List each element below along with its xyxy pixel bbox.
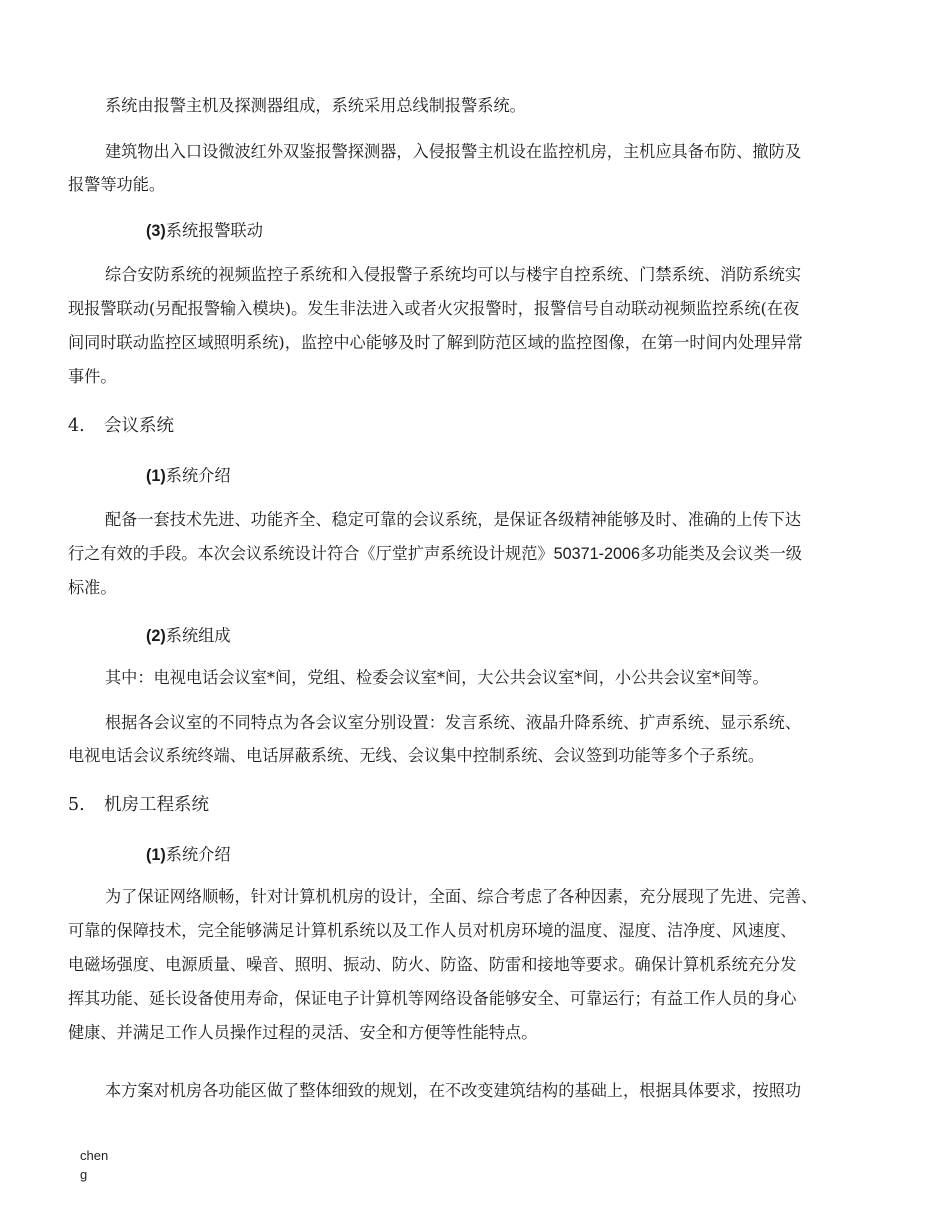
paragraph-machine-room-line-4: 挥其功能、延长设备使用寿命，保证电子计算机等网络设备能够安全、可靠运行；有益工作人员的身心 bbox=[68, 989, 797, 1008]
paragraph-linkage-line-1: 综合安防系统的视频监控子系统和入侵报警子系统均可以与楼宇自控系统、门禁系统、消防系统实 bbox=[105, 265, 802, 284]
subheading-number: (3) bbox=[146, 222, 166, 240]
subheading-alarm-linkage bbox=[146, 221, 950, 241]
subheading-conference-composition bbox=[146, 626, 950, 646]
paragraph-rooms: 其中：电视电话会议室*间，党组、检委会议室*间，大公共会议室*间，小公共会议室*间等。 bbox=[105, 668, 769, 687]
subheading-text: 系统报警联动 bbox=[165, 221, 263, 240]
section-title: 会议系统 bbox=[104, 416, 174, 436]
paragraph-linkage-line-2: 现报警联动(另配报警输入模块)。发生非法进入或者火灾报警时，报警信号自动联动视频监控系统(在夜 bbox=[68, 299, 800, 318]
section-number: 5. bbox=[68, 795, 85, 815]
subheading-conference-intro bbox=[146, 466, 950, 486]
section-title: 机房工程系统 bbox=[104, 795, 209, 815]
paragraph-subsystems-line-2: 电视电话会议系统终端、电话屏蔽系统、无线、会议集中控制系统、会议签到功能等多个子系统。 bbox=[68, 746, 765, 765]
paragraph-conference-line-2 bbox=[68, 544, 888, 564]
subheading-number: (1) bbox=[146, 467, 166, 485]
subheading-text: 系统介绍 bbox=[165, 845, 231, 864]
text-run: 多功能类及会议类一级 bbox=[640, 544, 802, 563]
section-heading-conference bbox=[68, 416, 888, 436]
subheading-number: (1) bbox=[146, 846, 166, 864]
subheading-number: (2) bbox=[146, 627, 166, 645]
paragraph-linkage-line-3: 间同时联动监控区域照明系统)，监控中心能够及时了解到防范区域的监控图像，在第一时间内处理异常 bbox=[68, 333, 803, 352]
standard-number: 50371-2006 bbox=[553, 545, 641, 563]
paragraph-detector-line-2: 报警等功能。 bbox=[68, 175, 166, 194]
paragraph-machine-room-line-3: 电磁场强度、电源质量、噪音、照明、振动、防火、防盗、防雷和接地等要求。确保计算机系统充分发 bbox=[68, 955, 797, 974]
paragraph-machine-room-line-5: 健康、并满足工作人员操作过程的灵活、安全和方便等性能特点。 bbox=[68, 1023, 538, 1042]
paragraph-linkage-line-4: 事件。 bbox=[68, 367, 117, 386]
subheading-text: 系统介绍 bbox=[165, 466, 231, 485]
paragraph-conference-line-1: 配备一套技术先进、功能齐全、稳定可靠的会议系统，是保证各级精神能够及时、准确的上传下达 bbox=[105, 510, 802, 529]
paragraph-detector-line-1: 建筑物出入口设微波红外双鉴报警探测器，入侵报警主机设在监控机房，主机应具备布防、撤防及 bbox=[105, 142, 802, 161]
paragraph-machine-room-line-2: 可靠的保障技术，完全能够满足计算机系统以及工作人员对机房环境的温度、湿度、洁净度、风速度、 bbox=[68, 921, 797, 940]
paragraph-conference-line-3: 标准。 bbox=[68, 578, 117, 597]
paragraph-alarm-composition: 系统由报警主机及探测器组成，系统采用总线制报警系统。 bbox=[105, 96, 526, 115]
subheading-machine-room-intro bbox=[146, 845, 950, 865]
footer-note: cheng bbox=[80, 1148, 109, 1182]
section-number: 4. bbox=[68, 416, 85, 436]
paragraph-subsystems-line-1: 根据各会议室的不同特点为各会议室分别设置：发言系统、液晶升降系统、扩声系统、显示系统、 bbox=[105, 713, 802, 732]
section-heading-machine-room bbox=[68, 795, 888, 815]
paragraph-plan-line-1: 本方案对机房各功能区做了整体细致的规划，在不改变建筑结构的基础上，根据具体要求，按照功 bbox=[105, 1081, 802, 1100]
subheading-text: 系统组成 bbox=[165, 626, 231, 645]
text-run: 行之有效的手段。本次会议系统设计符合《厅堂扩声系统设计规范》 bbox=[68, 544, 554, 563]
paragraph-machine-room-line-1: 为了保证网络顺畅，针对计算机机房的设计，全面、综合考虑了各种因素，充分展现了先进、完善、 bbox=[105, 887, 818, 906]
